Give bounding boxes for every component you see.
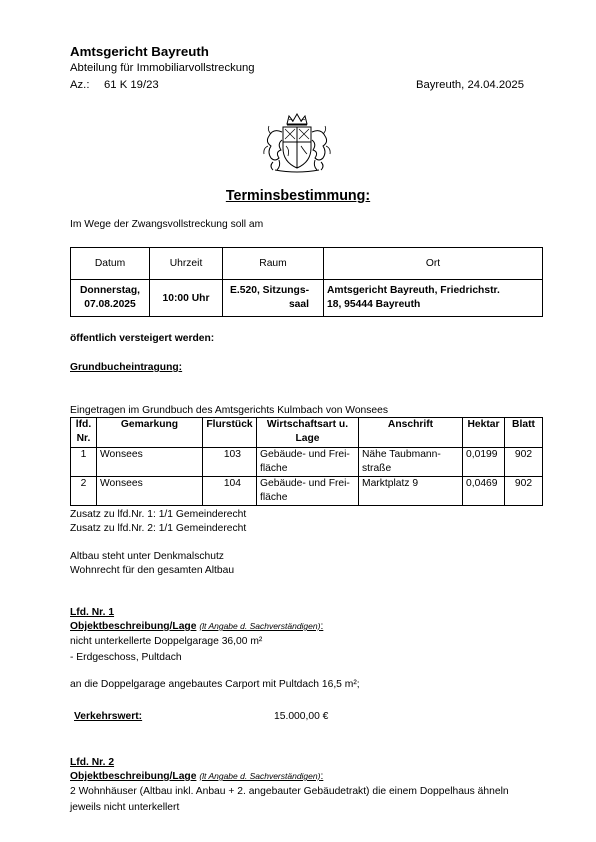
col-wirt-line2: Lage bbox=[295, 433, 320, 444]
remark-1: Altbau steht unter Denkmalschutz bbox=[70, 551, 224, 562]
col-flurstueck: Flurstück bbox=[203, 418, 257, 448]
header-uhrzeit: Uhrzeit bbox=[150, 248, 223, 280]
item1-value: 15.000,00 € bbox=[274, 711, 329, 722]
cell-wirtschaftsart bbox=[257, 448, 359, 477]
item2-desc-note: (lt Angabe d. Sachverständigen) bbox=[199, 771, 321, 781]
cell-wirt-line1: Gebäude- und Frei- bbox=[260, 449, 350, 460]
note-2: Zusatz zu lfd.Nr. 2: 1/1 Gemeinderecht bbox=[70, 523, 247, 534]
cell-anschrift bbox=[359, 448, 463, 477]
col-wirt-line1: Wirtschaftsart u. bbox=[266, 419, 349, 430]
item1-value-label: Verkehrswert: bbox=[74, 711, 143, 722]
item1-desc-label: Objektbeschreibung/Lage bbox=[70, 621, 197, 632]
col-lfd-line2: Nr. bbox=[76, 433, 91, 444]
cell-ans-line2: straße bbox=[362, 463, 392, 474]
item2-desc-label: Objektbeschreibung/Lage bbox=[70, 771, 197, 782]
court-name: Amtsgericht Bayreuth bbox=[70, 44, 209, 59]
cell-wirt-line2: fläche bbox=[260, 492, 288, 503]
cell-anschrift bbox=[359, 477, 463, 506]
col-wirtschaftsart bbox=[257, 418, 359, 448]
cell-flurstueck: 104 bbox=[203, 477, 257, 506]
table-row bbox=[71, 477, 543, 506]
item2-line1: 2 Wohnhäuser (Altbau inkl. Anbau + 2. angebauter Gebäudetrakt) die einem Doppelhaus ähneln bbox=[70, 786, 509, 797]
place-date: Bayreuth, 24.04.2025 bbox=[415, 79, 524, 91]
cell-wirt-line2: fläche bbox=[260, 463, 288, 474]
item2-line2: jeweils nicht unterkellert bbox=[70, 802, 180, 813]
cell-flurstueck: 103 bbox=[203, 448, 257, 477]
cell-nr: 1 bbox=[71, 448, 97, 477]
date-line2: 07.08.2025 bbox=[84, 299, 136, 310]
item1-line1: nicht unterkellerte Doppelgarage 36,00 m² bbox=[70, 636, 263, 647]
schedule-room bbox=[223, 280, 324, 317]
schedule-time: 10:00 Uhr bbox=[150, 280, 223, 317]
place-line2: 18, 95444 Bayreuth bbox=[327, 299, 421, 310]
item2-desc bbox=[70, 771, 323, 782]
item1-desc-colon: : bbox=[320, 621, 324, 632]
cell-wirt-line1: Gebäude- und Frei- bbox=[260, 478, 350, 489]
az-label: Az.: bbox=[70, 79, 90, 91]
header-raum: Raum bbox=[223, 248, 324, 280]
cell-hektar: 0,0469 bbox=[463, 477, 505, 506]
col-hektar: Hektar bbox=[463, 418, 505, 448]
item1-desc bbox=[70, 621, 323, 632]
item1-line2: - Erdgeschoss, Pultdach bbox=[70, 652, 182, 663]
intro-text: Im Wege der Zwangsvollstreckung soll am bbox=[70, 219, 264, 230]
cell-nr: 2 bbox=[71, 477, 97, 506]
table-row bbox=[71, 448, 543, 477]
col-lfd bbox=[71, 418, 97, 448]
cell-gemarkung: Wonsees bbox=[97, 448, 203, 477]
cell-gemarkung: Wonsees bbox=[97, 477, 203, 506]
land-register-heading: Grundbucheintragung: bbox=[70, 362, 183, 373]
item2-desc-colon: : bbox=[320, 771, 324, 782]
cell-wirtschaftsart bbox=[257, 477, 359, 506]
schedule-table bbox=[70, 247, 543, 317]
auction-text: öffentlich versteigert werden: bbox=[70, 333, 215, 344]
date-line1: Donnerstag, bbox=[79, 285, 141, 296]
item1-desc-note: (lt Angabe d. Sachverständigen) bbox=[199, 621, 321, 631]
item2-heading: Lfd. Nr. 2 bbox=[70, 757, 115, 768]
parcels-table bbox=[70, 417, 543, 506]
note-1: Zusatz zu lfd.Nr. 1: 1/1 Gemeinderecht bbox=[70, 509, 247, 520]
remark-2: Wohnrecht für den gesamten Altbau bbox=[70, 565, 235, 576]
header-datum: Datum bbox=[71, 248, 150, 280]
az-value: 61 K 19/23 bbox=[104, 79, 159, 91]
item1-line3: an die Doppelgarage angebautes Carport mit Pultdach 16,5 m²; bbox=[70, 679, 360, 690]
cell-blatt: 902 bbox=[505, 477, 543, 506]
schedule-place bbox=[324, 280, 543, 317]
bavarian-coat-of-arms-logo bbox=[261, 112, 333, 179]
item1-heading: Lfd. Nr. 1 bbox=[70, 607, 115, 618]
col-blatt: Blatt bbox=[505, 418, 543, 448]
page-title: Terminsbestimmung: bbox=[225, 188, 371, 204]
registered-in: Eingetragen im Grundbuch des Amtsgerichts Kulmbach von Wonsees bbox=[70, 405, 389, 416]
room-line2: saal bbox=[288, 299, 309, 310]
col-anschrift: Anschrift bbox=[359, 418, 463, 448]
cell-hektar: 0,0199 bbox=[463, 448, 505, 477]
room-line1: E.520, Sitzungs- bbox=[230, 285, 309, 296]
col-lfd-line1: lfd. bbox=[75, 419, 92, 430]
place-line1: Amtsgericht Bayreuth, Friedrichstr. bbox=[327, 285, 500, 296]
header-ort: Ort bbox=[324, 248, 543, 280]
cell-blatt: 902 bbox=[505, 448, 543, 477]
cell-ans-line1: Nähe Taubmann- bbox=[362, 449, 441, 460]
department: Abteilung für Immobiliarvollstreckung bbox=[70, 62, 255, 74]
schedule-date bbox=[71, 280, 150, 317]
col-gemarkung: Gemarkung bbox=[97, 418, 203, 448]
cell-ans-line1: Marktplatz 9 bbox=[362, 478, 419, 489]
